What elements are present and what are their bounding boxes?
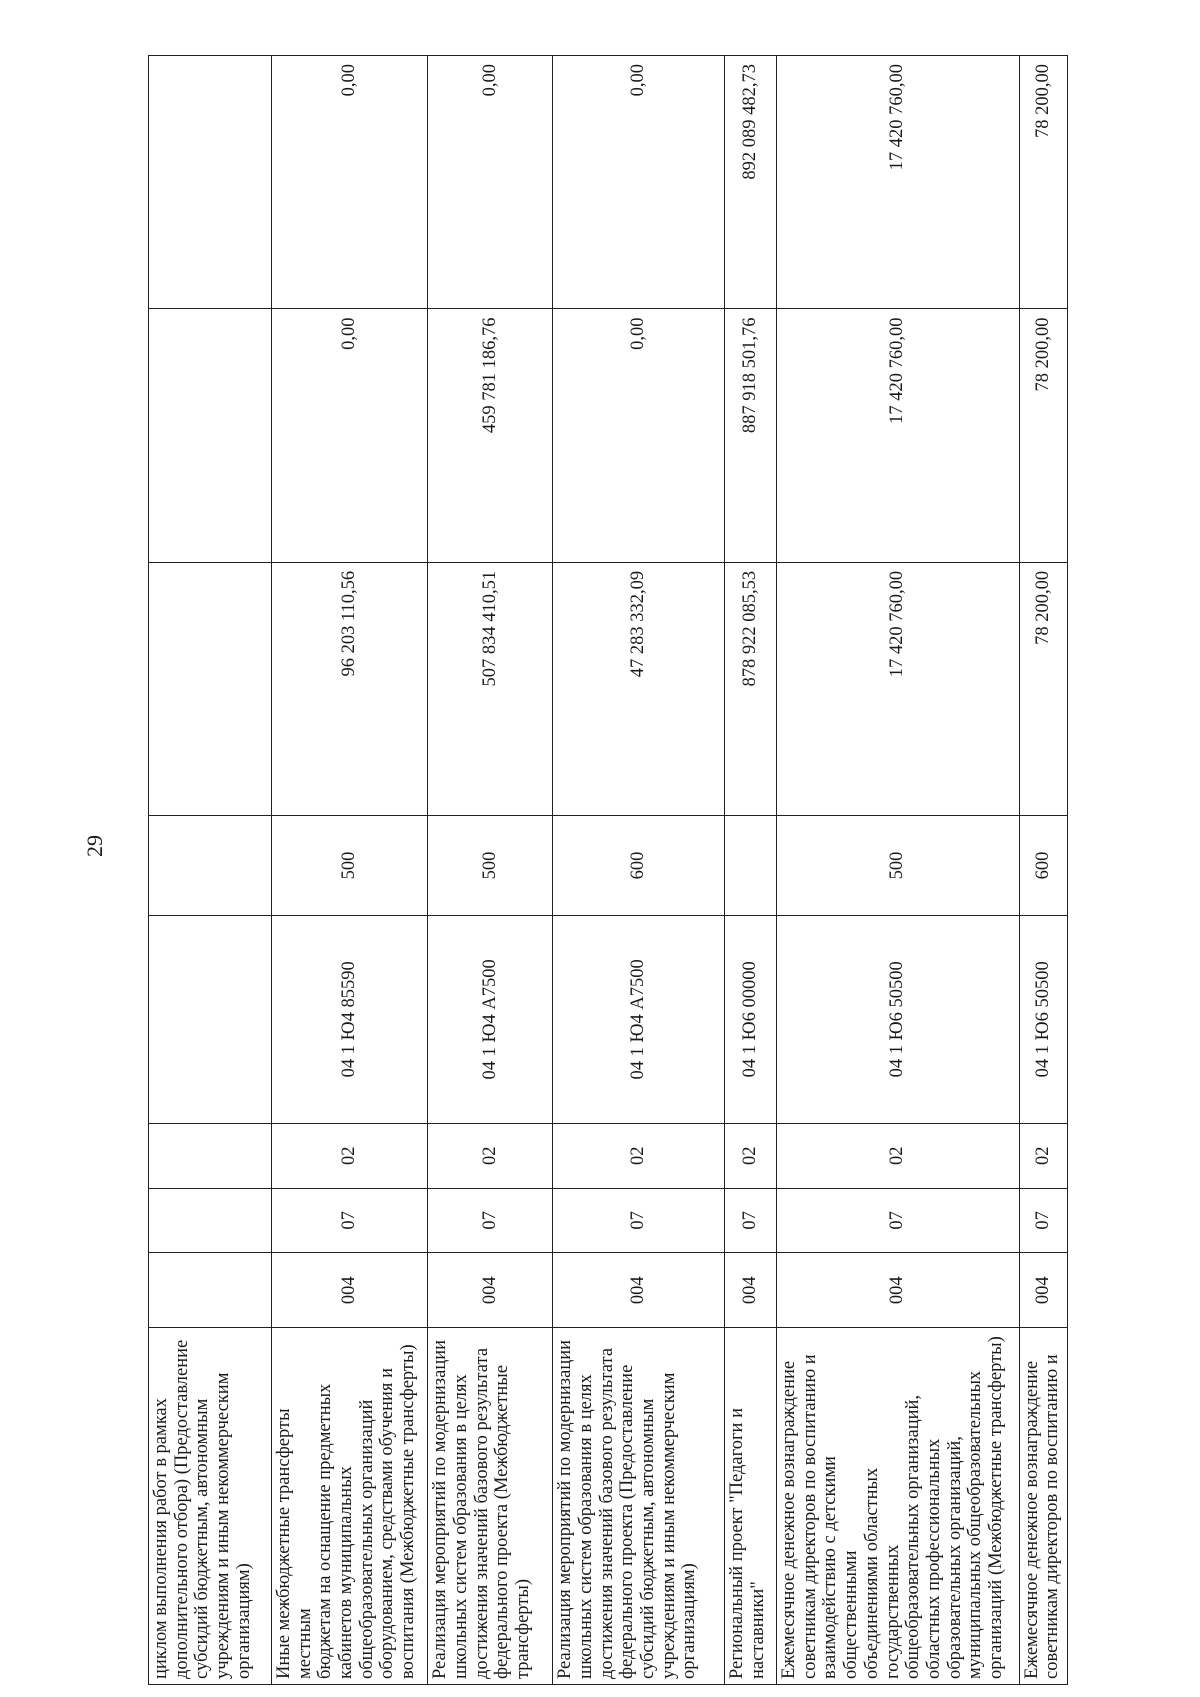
amount-year1-cell-text: 507 834 410,51 <box>479 570 500 687</box>
target-article-cell-text: 04 1 Ю6 50500 <box>1032 961 1053 1078</box>
subsection-code-cell-text: 02 <box>887 1146 908 1165</box>
description-cell-text: Ежемесячное денежное вознаграждение советникам директоров по воспитанию и взаимодействию с детскими общественными объединениями областных государственных общеобразовательных организаций, областных профессиональных образовательных организаций, муниципальных общеобразовательных организаций (Межбюджетные трансферты) <box>779 1336 1007 1679</box>
description-cell-text: Региональный проект "Педагоги и наставники" <box>726 1408 768 1679</box>
grbs-code-cell <box>724 1253 776 1328</box>
grbs-code-cell <box>428 1253 553 1328</box>
amount-year1-cell-text: 17 420 760,00 <box>887 570 908 678</box>
amount-year1-cell-text: 96 203 110,56 <box>339 570 360 677</box>
table-row <box>1019 56 1067 1685</box>
amount-year1-cell <box>724 562 776 815</box>
description-cell-text: Реализация мероприятий по модернизации школьных систем образования в целях достижения значений базового результата федерального проекта (Предоставление субсидий бюджетным, автономным учреждениям и иным некоммерческим организациям) <box>555 1339 700 1679</box>
amount-year2-cell-text: 78 200,00 <box>1032 317 1053 392</box>
section-code-cell <box>1019 1188 1067 1253</box>
target-article-cell <box>553 915 725 1123</box>
section-code-cell-text: 07 <box>479 1211 500 1230</box>
amount-year3-cell <box>777 56 1020 309</box>
section-code-cell-text: 07 <box>740 1211 761 1230</box>
target-article-cell <box>428 915 553 1123</box>
description-cell-text: Иные межбюджетные трансферты местным бюджетам на оснащение предметных кабинетов муниципальных общеобразовательных организаций оборудованием, средствами обучения и воспитания (Межбюджетные трансферты) <box>273 1344 419 1679</box>
table-row <box>149 56 272 1685</box>
section-code-cell <box>149 1188 272 1253</box>
grbs-code-cell-text: 004 <box>740 1276 761 1305</box>
expense-type-cell <box>149 816 272 916</box>
page-number: 29 <box>82 835 107 857</box>
amount-year3-cell <box>428 56 553 309</box>
table-row <box>777 56 1020 1685</box>
amount-year3-cell-text: 0,00 <box>479 64 500 97</box>
expense-type-cell <box>724 816 776 916</box>
amount-year1-cell-text: 78 200,00 <box>1032 570 1053 645</box>
section-code-cell <box>271 1188 427 1253</box>
grbs-code-cell <box>271 1253 427 1328</box>
description-cell-text: Ежемесячное денежное вознаграждение советникам директоров по воспитанию и <box>1021 1354 1063 1679</box>
amount-year3-cell <box>553 56 725 309</box>
target-article-cell <box>777 915 1020 1123</box>
expense-type-cell <box>271 816 427 916</box>
description-cell <box>777 1328 1020 1685</box>
amount-year3-cell-text: 78 200,00 <box>1032 64 1053 138</box>
amount-year3-cell <box>1019 56 1067 309</box>
expense-type-cell-text: 600 <box>628 851 649 880</box>
description-cell <box>271 1328 427 1685</box>
budget-table-body <box>149 56 1068 1685</box>
table-row <box>428 56 553 1685</box>
description-cell <box>1019 1328 1067 1685</box>
subsection-code-cell <box>553 1123 725 1188</box>
amount-year1-cell <box>777 562 1020 815</box>
expense-type-cell <box>1019 816 1067 916</box>
budget-table <box>148 55 1068 1685</box>
budget-table-container <box>148 55 1068 1685</box>
amount-year3-cell <box>271 56 427 309</box>
amount-year2-cell-text: 0,00 <box>339 317 360 350</box>
amount-year2-cell-text: 0,00 <box>628 317 649 350</box>
target-article-cell <box>149 915 272 1123</box>
subsection-code-cell <box>428 1123 553 1188</box>
amount-year2-cell <box>553 309 725 562</box>
grbs-code-cell <box>1019 1253 1067 1328</box>
subsection-code-cell <box>777 1123 1020 1188</box>
target-article-cell-text: 04 1 Ю4 85590 <box>339 961 360 1078</box>
amount-year1-cell-text: 878 922 085,53 <box>740 570 761 687</box>
amount-year1-cell <box>553 562 725 815</box>
amount-year3-cell-text: 0,00 <box>628 64 649 97</box>
subsection-code-cell <box>271 1123 427 1188</box>
amount-year3-cell-text: 0,00 <box>339 64 360 97</box>
description-cell <box>428 1328 553 1685</box>
amount-year3-cell-text: 17 420 760,00 <box>887 64 908 171</box>
expense-type-cell <box>553 816 725 916</box>
amount-year3-cell <box>149 56 272 309</box>
target-article-cell-text: 04 1 Ю6 50500 <box>887 961 908 1078</box>
subsection-code-cell <box>149 1123 272 1188</box>
expense-type-cell-text: 600 <box>1032 851 1053 880</box>
amount-year3-cell <box>724 56 776 309</box>
target-article-cell <box>271 915 427 1123</box>
subsection-code-cell-text: 02 <box>479 1146 500 1165</box>
description-cell-text: циклом выполнения работ в рамках дополнительного отбора) (Предоставление субсидий бюджетным, автономным учреждениям и иным некоммерческим организациям) <box>151 1339 254 1679</box>
section-code-cell-text: 07 <box>628 1211 649 1230</box>
subsection-code-cell-text: 02 <box>628 1146 649 1165</box>
amount-year1-cell <box>1019 562 1067 815</box>
subsection-code-cell-text: 02 <box>740 1146 761 1165</box>
amount-year2-cell-text: 459 781 186,76 <box>479 317 500 434</box>
grbs-code-cell-text: 004 <box>628 1276 649 1305</box>
section-code-cell-text: 07 <box>887 1211 908 1230</box>
amount-year1-cell <box>149 562 272 815</box>
grbs-code-cell <box>553 1253 725 1328</box>
grbs-code-cell <box>149 1253 272 1328</box>
target-article-cell-text: 04 1 Ю4 А7500 <box>628 959 649 1080</box>
description-cell <box>724 1328 776 1685</box>
table-row <box>553 56 725 1685</box>
section-code-cell <box>724 1188 776 1253</box>
subsection-code-cell-text: 02 <box>339 1146 360 1165</box>
amount-year1-cell <box>271 562 427 815</box>
expense-type-cell <box>428 816 553 916</box>
expense-type-cell <box>777 816 1020 916</box>
grbs-code-cell <box>777 1253 1020 1328</box>
amount-year3-cell-text: 892 089 482,73 <box>740 64 761 180</box>
table-row <box>271 56 427 1685</box>
grbs-code-cell-text: 004 <box>479 1276 500 1305</box>
amount-year2-cell <box>271 309 427 562</box>
description-cell-text: Реализация мероприятий по модернизации школьных систем образования в целях достижения значений базового результата федерального проекта (Межбюджетные трансферты) <box>430 1339 534 1679</box>
section-code-cell <box>428 1188 553 1253</box>
subsection-code-cell <box>724 1123 776 1188</box>
description-cell <box>553 1328 725 1685</box>
target-article-cell-text: 04 1 Ю4 А7500 <box>479 959 500 1080</box>
expense-type-cell-text: 500 <box>887 851 908 880</box>
section-code-cell-text: 07 <box>1032 1211 1053 1230</box>
amount-year2-cell <box>428 309 553 562</box>
expense-type-cell-text: 500 <box>479 851 500 880</box>
amount-year1-cell-text: 47 283 332,09 <box>628 570 649 678</box>
amount-year2-cell <box>724 309 776 562</box>
expense-type-cell-text: 500 <box>339 851 360 880</box>
amount-year2-cell-text: 17 420 760,00 <box>887 317 908 424</box>
target-article-cell-text: 04 1 Ю6 00000 <box>740 961 761 1078</box>
section-code-cell-text: 07 <box>339 1211 360 1230</box>
grbs-code-cell-text: 004 <box>339 1276 360 1305</box>
amount-year2-cell-text: 887 918 501,76 <box>740 317 761 434</box>
grbs-code-cell-text: 004 <box>1032 1276 1053 1305</box>
section-code-cell <box>777 1188 1020 1253</box>
subsection-code-cell <box>1019 1123 1067 1188</box>
target-article-cell <box>1019 915 1067 1123</box>
section-code-cell <box>553 1188 725 1253</box>
target-article-cell <box>724 915 776 1123</box>
amount-year1-cell <box>428 562 553 815</box>
amount-year2-cell <box>1019 309 1067 562</box>
description-cell <box>149 1328 272 1685</box>
subsection-code-cell-text: 02 <box>1032 1146 1053 1165</box>
amount-year2-cell <box>149 309 272 562</box>
amount-year2-cell <box>777 309 1020 562</box>
grbs-code-cell-text: 004 <box>887 1276 908 1305</box>
table-row <box>724 56 776 1685</box>
